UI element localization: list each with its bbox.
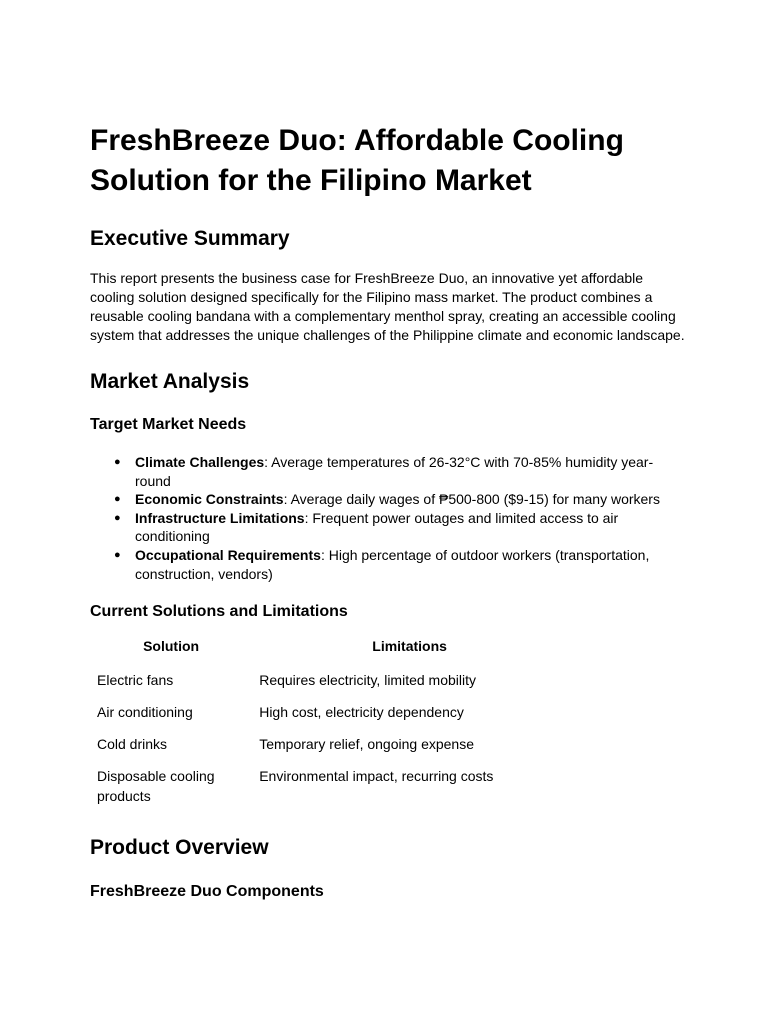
- table-cell: Temporary relief, ongoing expense: [259, 736, 474, 752]
- list-item: [112, 453, 672, 490]
- heading-executive-summary: Executive Summary: [90, 227, 290, 250]
- list-item-label: Economic Constraints: [135, 491, 284, 508]
- column-header-solution: Solution: [143, 638, 200, 654]
- bullet-icon: ●: [114, 456, 121, 468]
- table-row: [90, 696, 650, 728]
- table-cell: Cold drinks: [97, 736, 168, 752]
- list-item-label: Climate Challenges: [135, 454, 265, 470]
- list-item-label: Occupational Requirements: [135, 546, 321, 563]
- heading-components: FreshBreeze Duo Components: [90, 883, 324, 900]
- heading-market-analysis: Market Analysis: [90, 370, 250, 393]
- solutions-table: [90, 632, 650, 812]
- table-cell: Air conditioning: [97, 704, 193, 720]
- document-title: FreshBreeze Duo: Affordable Cooling Solution for the Filipino Market: [90, 124, 624, 197]
- list-item-label: Infrastructure Limitations: [135, 509, 305, 526]
- table-header-row: [90, 632, 650, 664]
- table-cell: Requires electricity, limited mobility: [259, 672, 477, 688]
- list-item: [112, 546, 672, 583]
- list-item-text: : Average temperatures of 26-32°C with 70-85% humidity year-round: [135, 454, 654, 489]
- table-cell: High cost, electricity dependency: [259, 704, 464, 720]
- table-row: [90, 664, 650, 696]
- heading-current-solutions: Current Solutions and Limitations: [90, 603, 348, 620]
- table-cell: Environmental impact, recurring costs: [259, 768, 494, 784]
- bullet-icon: ●: [114, 511, 121, 524]
- executive-summary-paragraph: This report presents the business case for FreshBreeze Duo, an innovative yet affordable cooling solution designed specifically for the Filipino mass market. The product combines a reusable cooling bandana with a complementary menthol spray, creating an accessible cooling system that addresses the unique challenges of the Philippine climate and economic landscape.: [90, 270, 685, 343]
- bullet-icon: ●: [114, 493, 121, 506]
- list-item-text: : Average daily wages of ₱500-800 ($9-15) for many workers: [283, 491, 660, 508]
- column-header-limitations: Limitations: [372, 638, 447, 654]
- list-item: [112, 509, 672, 546]
- bullet-icon: ●: [114, 548, 121, 561]
- heading-target-market-needs: Target Market Needs: [90, 416, 247, 433]
- list-item-text: : High percentage of outdoor workers (transportation, construction, vendors): [135, 546, 650, 582]
- list-item: [112, 490, 672, 509]
- list-item-text: : Frequent power outages and limited access to air conditioning: [135, 509, 619, 545]
- table-row: [90, 728, 650, 760]
- table-cell: Disposable cooling products: [97, 768, 215, 804]
- table-cell: Electric fans: [97, 672, 174, 688]
- target-needs-list: [112, 453, 672, 583]
- heading-product-overview: Product Overview: [90, 836, 269, 859]
- table-row: [90, 760, 650, 812]
